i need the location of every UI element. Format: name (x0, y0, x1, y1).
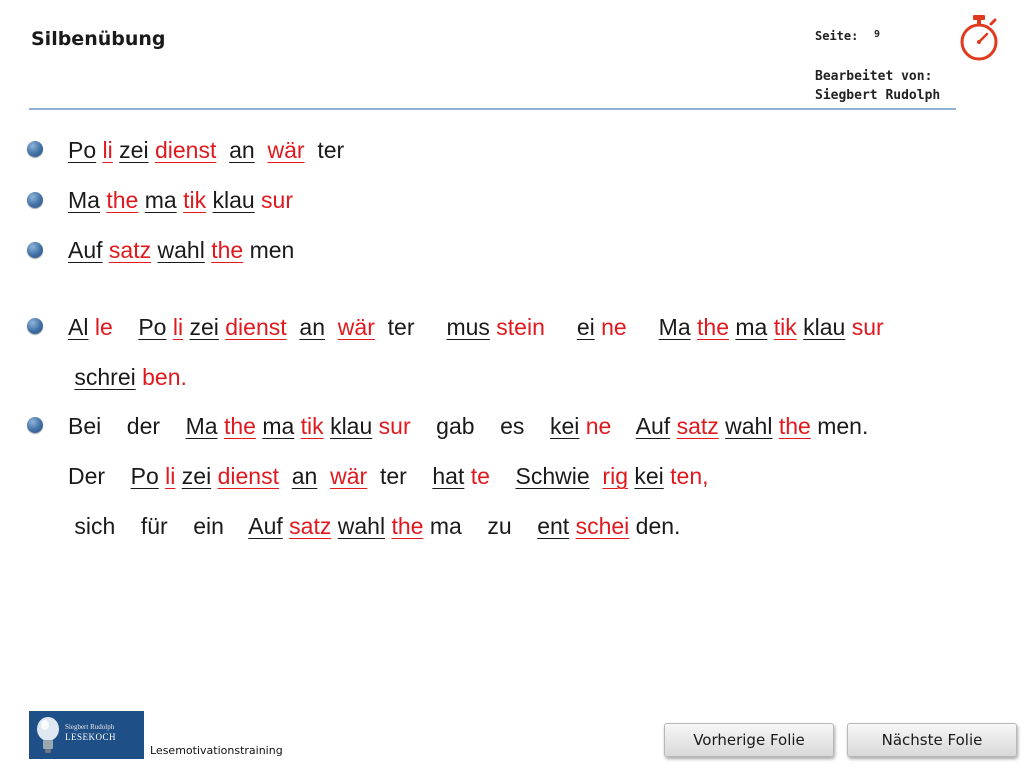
page-number: 9 (874, 29, 881, 40)
syllable: zei (181, 463, 212, 489)
author-name: Siegbert Rudolph (815, 88, 941, 103)
syllable (325, 314, 338, 340)
previous-slide-button[interactable]: Vorherige Folie (664, 723, 834, 757)
syllable (113, 314, 139, 340)
syllable: schei (575, 513, 630, 539)
syllable-line (68, 184, 293, 216)
edited-by-label: Bearbeitet von: (815, 69, 933, 84)
syllable: ma (262, 413, 295, 439)
syllable: ei (576, 314, 595, 340)
syllable (255, 137, 268, 163)
syllable: dienst (154, 137, 217, 163)
syllable: sur (851, 314, 884, 340)
syllable: dienst (225, 314, 287, 340)
syllable: ben. (142, 364, 187, 390)
syllable: wahl (157, 237, 205, 263)
syllable: klau (212, 187, 255, 213)
syllable: men (243, 237, 295, 263)
syllable: kei (634, 463, 664, 489)
header-divider (29, 108, 956, 110)
syllable (590, 463, 603, 489)
syllable: wahl (337, 513, 386, 539)
syllable: wahl (725, 413, 773, 439)
bullet-icon (27, 141, 43, 157)
syllable-line (68, 311, 884, 343)
syllable: gab es (410, 413, 550, 439)
syllable: den. (629, 513, 681, 539)
syllable (627, 314, 659, 340)
syllable (317, 463, 330, 489)
syllable: li (102, 137, 113, 163)
syllable: an (291, 463, 318, 489)
syllable: ten, (670, 463, 709, 489)
syllable: an (229, 137, 255, 163)
syllable: the (391, 513, 424, 539)
syllable-line (68, 460, 709, 492)
syllable: the (106, 187, 139, 213)
syllable: stein (496, 314, 545, 340)
syllable: the (778, 413, 811, 439)
syllable: satz (108, 237, 152, 263)
syllable: klau (330, 413, 373, 439)
syllable: the (697, 314, 729, 340)
syllable: ma (735, 314, 768, 340)
syllable: Bei der (68, 413, 186, 439)
syllable: wär (337, 314, 375, 340)
syllable: sich für ein (68, 513, 249, 539)
syllable: sur (261, 187, 293, 213)
syllable: the (223, 413, 256, 439)
syllable: ne (585, 413, 612, 439)
syllable: satz (289, 513, 332, 539)
syllable: Schwie (515, 463, 590, 489)
syllable: te (470, 463, 490, 489)
footer-caption: Lesemotivationstraining (150, 744, 283, 757)
author-block (815, 67, 940, 105)
syllable: ter (304, 137, 345, 163)
syllable-line (68, 510, 680, 542)
syllable: hat (432, 463, 465, 489)
syllable: wär (330, 463, 368, 489)
syllable (611, 413, 635, 439)
bullet-icon (27, 417, 43, 433)
syllable: ter (374, 314, 447, 340)
syllable: ent (537, 513, 570, 539)
syllable: Auf (248, 513, 283, 539)
syllable: satz (676, 413, 719, 439)
syllable: Po (68, 137, 97, 163)
syllable: an (299, 314, 326, 340)
syllable: rig (602, 463, 628, 489)
syllable: zei (119, 137, 149, 163)
bullet-icon (27, 242, 43, 258)
syllable: ter (367, 463, 433, 489)
syllable-line (68, 410, 868, 442)
syllable: tik (300, 413, 324, 439)
next-slide-button[interactable]: Nächste Folie (847, 723, 1017, 757)
syllable: Po (138, 314, 167, 340)
syllable (216, 137, 229, 163)
logo-author: Siegbert Rudolph (65, 723, 115, 731)
syllable: Ma (185, 413, 218, 439)
syllable: Al (68, 314, 89, 340)
syllable: Ma (68, 187, 100, 213)
syllable: dienst (217, 463, 279, 489)
syllable: zei (189, 314, 219, 340)
syllable-line (68, 134, 344, 166)
syllable: ne (601, 314, 627, 340)
syllable: Der (68, 463, 131, 489)
page-title: Silbenübung (31, 28, 166, 50)
bullet-icon (27, 318, 43, 334)
syllable: kei (549, 413, 580, 439)
syllable: tik (773, 314, 797, 340)
syllable: mus (446, 314, 490, 340)
syllable: Auf (68, 237, 103, 263)
syllable: the (211, 237, 244, 263)
stopwatch-icon[interactable] (956, 12, 1002, 62)
syllable: schrei (74, 364, 136, 390)
syllable (490, 463, 516, 489)
syllable: Ma (658, 314, 691, 340)
logo-brand: LESEKOCH (65, 732, 116, 742)
page-label: Seite: (815, 29, 859, 43)
syllable: le (94, 314, 113, 340)
syllable: ma zu (423, 513, 538, 539)
syllable (287, 314, 300, 340)
syllable: li (165, 463, 176, 489)
syllable (545, 314, 577, 340)
syllable: tik (183, 187, 207, 213)
lightbulb-icon (35, 715, 61, 755)
syllable: Auf (635, 413, 671, 439)
lesekoch-logo (29, 711, 144, 759)
syllable: li (172, 314, 184, 340)
syllable (279, 463, 292, 489)
syllable: men. (810, 413, 869, 439)
syllable: wär (267, 137, 305, 163)
syllable: sur (378, 413, 411, 439)
syllable: ma (144, 187, 177, 213)
syllable-line (68, 234, 294, 266)
syllable: klau (803, 314, 846, 340)
bullet-icon (27, 192, 43, 208)
syllable-line (68, 361, 187, 393)
syllable: Po (130, 463, 159, 489)
